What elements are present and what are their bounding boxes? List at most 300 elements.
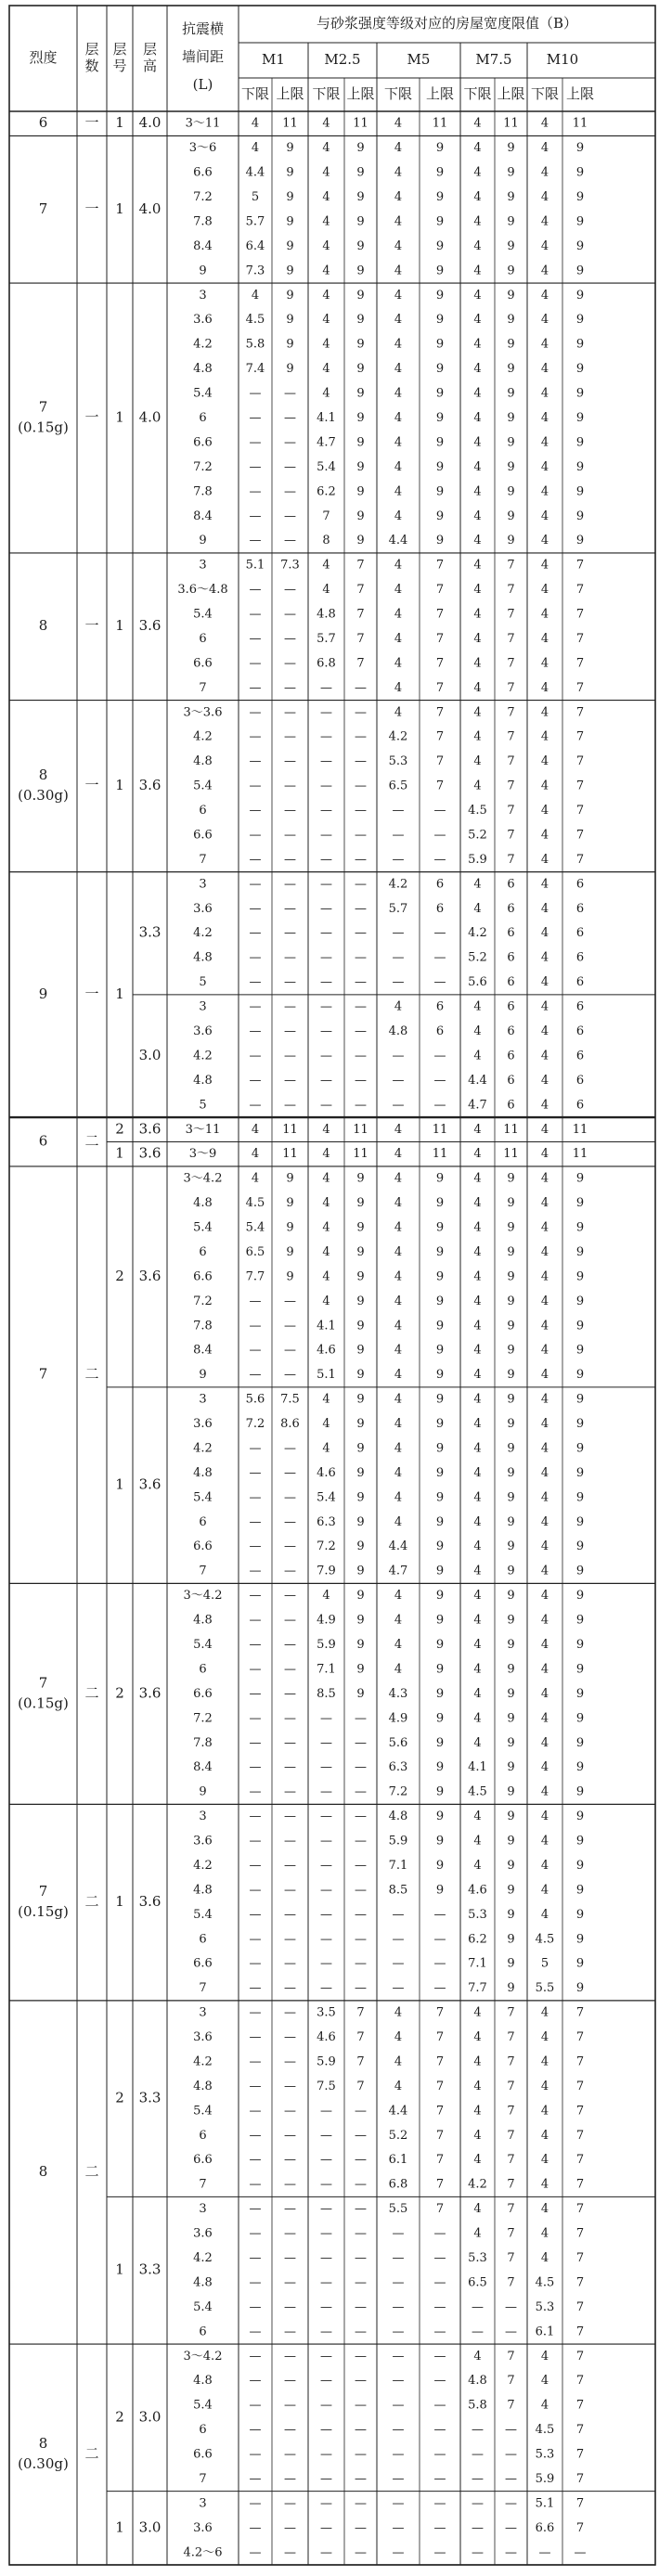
lower-limit-value: 4	[540, 2153, 549, 2168]
upper-limit-value: —	[355, 828, 367, 843]
lower-limit-value: 4	[540, 1417, 549, 1432]
lower-limit-value: 4	[473, 214, 482, 229]
lower-limit-value: —	[392, 2251, 405, 2265]
upper-limit-value: 9	[356, 1613, 365, 1628]
lower-limit-value: —	[320, 2325, 332, 2339]
upper-limit-value: 9	[356, 1686, 365, 1701]
spacing-value: 3.6	[193, 2226, 213, 2241]
lower-limit-value: 4	[540, 264, 549, 278]
upper-limit-value: 7	[575, 2471, 585, 2486]
grade-header: M5	[407, 51, 431, 68]
lower-limit-value: —	[320, 1024, 332, 1038]
floor-count: 二	[84, 1132, 99, 1150]
lower-limit-value: 4	[540, 1662, 549, 1677]
upper-limit-value: 9	[575, 313, 585, 328]
upper-limit-value: 7	[435, 631, 445, 646]
spacing-value: 3	[199, 558, 207, 573]
spacing-value: 5.4	[193, 1220, 213, 1235]
floor-count: 二	[84, 2162, 99, 2180]
upper-limit-value: 9	[575, 1441, 585, 1456]
floor-height: 3.3	[138, 923, 162, 941]
upper-limit-value: 9	[507, 1368, 515, 1383]
lower-limit-value: 4	[322, 116, 330, 131]
upper-limit-value: —	[284, 1932, 296, 1947]
upper-limit-value: 9	[507, 1981, 515, 1996]
upper-limit-value: 7	[575, 729, 585, 744]
upper-limit-value: 7	[507, 828, 515, 843]
upper-limit-value: —	[284, 779, 296, 793]
lower-limit-value: —	[249, 999, 262, 1014]
floor-number: 2	[115, 1267, 124, 1284]
lower-limit-value: —	[320, 779, 332, 793]
upper-limit-value: 7	[575, 631, 585, 646]
upper-limit-value: 9	[356, 1465, 365, 1480]
lower-limit-value: 5	[251, 190, 260, 205]
spacing-value: 7.8	[193, 1735, 213, 1750]
upper-limit-value: —	[355, 2349, 367, 2363]
upper-limit-value: 9	[575, 1834, 585, 1848]
upper-limit-value: 9	[435, 1171, 445, 1186]
upper-limit-value: 6	[575, 1024, 585, 1038]
upper-limit-value: 9	[356, 1490, 365, 1505]
lower-limit-value: 5.9	[468, 852, 487, 867]
grade-header: M2.5	[324, 51, 361, 68]
spacing-value: 8.4	[193, 1760, 213, 1775]
lower-limit-value: —	[249, 1858, 262, 1873]
floor-count: 一	[84, 114, 99, 132]
lower-limit-value: —	[320, 1956, 332, 1971]
upper-limit-value: —	[284, 2054, 296, 2069]
lower-limit-value: 7.7	[468, 1981, 487, 1996]
floor-number: 2	[115, 1120, 124, 1138]
lower-limit-value: 7.2	[245, 1417, 265, 1432]
lower-limit-value: —	[320, 852, 332, 867]
lower-limit-value: —	[392, 804, 405, 818]
lower-limit-value: 4	[322, 337, 330, 352]
upper-limit-value: 9	[435, 1883, 445, 1898]
upper-limit-value: 9	[575, 337, 585, 352]
upper-limit-value: 9	[575, 484, 585, 499]
upper-limit-value: —	[284, 1784, 296, 1799]
upper-limit-value: 9	[435, 1613, 445, 1628]
lower-limit-value: 4	[540, 583, 549, 598]
upper-limit-value: 9	[507, 1244, 515, 1259]
upper-limit-value: —	[284, 2423, 296, 2438]
upper-limit-value: 9	[286, 190, 294, 205]
lower-limit-value: —	[249, 1319, 262, 1333]
lower-limit-value: —	[249, 779, 262, 793]
upper-limit-value: 6	[507, 901, 515, 916]
upper-limit-value: 9	[575, 190, 585, 205]
lower-limit-value: —	[392, 2325, 405, 2339]
lower-limit-value: 7.5	[317, 2079, 336, 2093]
upper-limit-value: —	[433, 2226, 446, 2241]
spacing-value: 7	[199, 680, 207, 695]
lower-limit-value: —	[249, 1760, 262, 1775]
lower-limit-value: —	[320, 2226, 332, 2241]
floor-count: 一	[84, 200, 99, 217]
upper-limit-value: 7	[575, 2202, 585, 2217]
upper-limit-value: —	[433, 1932, 446, 1947]
lower-limit-value: 4	[322, 1196, 330, 1211]
upper-limit-value: 9	[356, 1589, 365, 1604]
spacing-value: 3.6	[193, 2030, 213, 2045]
upper-limit-value: —	[284, 2005, 296, 2020]
upper-limit-value: 7	[507, 656, 515, 671]
upper-limit-value: —	[433, 1956, 446, 1971]
upper-limit-value: 7	[507, 804, 515, 818]
upper-limit-value: —	[355, 1883, 367, 1898]
upper-limit-value: 9	[435, 1269, 445, 1284]
upper-limit-value: 9	[507, 484, 515, 499]
upper-limit-value: —	[433, 2423, 446, 2438]
upper-limit-value: 9	[507, 1319, 515, 1333]
upper-limit-value: —	[505, 2471, 517, 2486]
lower-limit-value: —	[249, 607, 262, 622]
floor-number: 1	[115, 1475, 124, 1493]
upper-limit-value: 7	[575, 2177, 585, 2192]
lower-limit-value: 4	[322, 1269, 330, 1284]
lower-limit-value: 4	[540, 190, 549, 205]
upper-limit-value: 9	[356, 484, 365, 499]
upper-limit-value: 9	[575, 1343, 585, 1358]
spacing-value: 7.8	[193, 1319, 213, 1333]
floor-height: 3.3	[138, 2260, 162, 2278]
upper-limit-value: —	[433, 828, 446, 843]
spacing-value: 6	[199, 2423, 207, 2438]
upper-limit-value: —	[284, 2471, 296, 2486]
upper-limit-value: 9	[286, 214, 294, 229]
upper-limit-value: —	[433, 2299, 446, 2314]
lower-limit-value: 4	[473, 238, 482, 253]
upper-limit-value: 9	[507, 1907, 515, 1922]
spacing-value: 6.6	[193, 1956, 213, 1971]
lower-limit-value: —	[472, 2299, 484, 2314]
upper-limit-value: 11	[353, 1147, 368, 1162]
lower-limit-value: —	[249, 2104, 262, 2119]
lower-limit-value: 5.8	[245, 337, 265, 352]
lower-limit-value: 5.5	[535, 1981, 555, 1996]
upper-limit-value: 9	[356, 1343, 365, 1358]
upper-limit-value: 7	[356, 631, 365, 646]
spacing-value: 3	[199, 288, 207, 303]
upper-limit-value: 7	[435, 779, 445, 793]
upper-limit-value: —	[355, 901, 367, 916]
lower-limit-value: 4.4	[388, 1539, 408, 1554]
lower-limit-value: 4	[540, 2349, 549, 2363]
lower-limit-value: 4	[251, 1171, 260, 1186]
upper-limit-value: —	[433, 1073, 446, 1088]
upper-limit-value: 9	[507, 1883, 515, 1898]
lower-limit-value: —	[249, 2423, 262, 2438]
lower-limit-value: —	[320, 975, 332, 990]
lower-limit-value: —	[249, 2447, 262, 2462]
lower-limit-value: —	[320, 2128, 332, 2143]
lower-limit-value: 4	[473, 558, 482, 573]
upper-limit-value: 9	[356, 1220, 365, 1235]
upper-limit-value: 7.5	[280, 1392, 300, 1407]
lower-limit-value: —	[320, 1784, 332, 1799]
upper-limit-value: —	[284, 1441, 296, 1456]
lower-limit-value: 4	[322, 313, 330, 328]
lower-limit-value: 4	[540, 1122, 549, 1137]
lower-limit-value: 4	[473, 435, 482, 450]
upper-limit-value: 9	[575, 1368, 585, 1383]
lower-limit-value: —	[472, 2423, 484, 2438]
lower-limit-value: 4	[394, 1441, 403, 1456]
upper-limit-value: 9	[435, 1810, 445, 1824]
lower-limit-value: —	[392, 2398, 405, 2413]
upper-limit-value: 7	[575, 804, 585, 818]
lower-limit-value: —	[320, 2104, 332, 2119]
lower-limit-value: 4	[322, 1122, 330, 1137]
upper-limit-value: —	[284, 1858, 296, 1873]
lower-limit-value: —	[249, 705, 262, 720]
table-frame	[9, 6, 655, 2565]
upper-limit-value: 9	[286, 288, 294, 303]
upper-limit-value: —	[355, 779, 367, 793]
upper-limit-value: 11	[353, 116, 368, 131]
upper-limit-value: —	[433, 2447, 446, 2462]
upper-limit-value: —	[284, 2128, 296, 2143]
spacing-value: 4.8	[193, 362, 213, 377]
lower-limit-value: 4	[473, 1465, 482, 1480]
lower-limit-value: 4	[473, 1392, 482, 1407]
lower-limit-value: —	[249, 804, 262, 818]
lower-limit-value: —	[392, 852, 405, 867]
spacing-value: 8.4	[193, 1343, 213, 1358]
lower-limit-value: 4	[473, 2349, 482, 2363]
lower-limit-value: 4.6	[317, 2030, 336, 2045]
lower-limit-value: —	[320, 1883, 332, 1898]
floor-height: 3.3	[138, 2089, 162, 2106]
lower-limit-value: 4	[473, 141, 482, 156]
upper-limit-value: 9	[507, 1490, 515, 1505]
lower-limit-value: 4	[540, 534, 549, 548]
upper-limit-value: 9	[507, 1465, 515, 1480]
upper-limit-value: —	[433, 2545, 446, 2560]
upper-limit-value: 6	[507, 999, 515, 1014]
lower-limit-value: —	[392, 2226, 405, 2241]
upper-limit-value: 9	[435, 288, 445, 303]
lower-limit-value: —	[249, 2153, 262, 2168]
upper-limit-value: 11	[503, 116, 519, 131]
lower-limit-value: 4	[394, 1465, 403, 1480]
lower-limit-value: 4	[473, 1220, 482, 1235]
upper-limit-value: —	[355, 877, 367, 892]
upper-limit-value: 7	[507, 2226, 515, 2241]
lower-limit-value: 4	[540, 631, 549, 646]
upper-limit-value: 9	[356, 1564, 365, 1578]
upper-limit-value: 9	[286, 1220, 294, 1235]
lower-limit-value: 7.7	[245, 1269, 265, 1284]
upper-limit-value: 9	[356, 1441, 365, 1456]
lower-limit-value: —	[320, 1932, 332, 1947]
lower-limit-value: 4	[540, 1613, 549, 1628]
upper-limit-value: 11	[572, 1122, 588, 1137]
upper-limit-value: —	[284, 2079, 296, 2093]
upper-limit-value: 7	[435, 656, 445, 671]
lower-limit-value: —	[320, 1735, 332, 1750]
spacing-value: 3～4.2	[183, 2349, 223, 2363]
spacing-value: 3～4.2	[183, 1171, 223, 1186]
spacing-value: 9	[199, 1784, 207, 1799]
lower-limit-value: —	[472, 2447, 484, 2462]
lower-limit-value: 5.2	[468, 950, 487, 965]
floor-count: 一	[84, 777, 99, 794]
lower-limit-value: 4	[322, 1441, 330, 1456]
lower-limit-value: 4.1	[317, 1319, 336, 1333]
upper-limit-value: —	[355, 926, 367, 941]
upper-limit-value: —	[284, 975, 296, 990]
lower-limit-value: —	[392, 1098, 405, 1113]
lower-limit-value: 4	[540, 1735, 549, 1750]
lower-limit-value: 6.5	[388, 779, 408, 793]
upper-limit-value: —	[284, 1343, 296, 1358]
lower-limit-value: 4	[473, 583, 482, 598]
lower-limit-value: 5.4	[317, 1490, 336, 1505]
lower-limit-value: 6.8	[388, 2177, 408, 2192]
upper-limit-value: 9	[286, 1171, 294, 1186]
spacing-value: 4.2～6	[183, 2545, 223, 2560]
lower-limit-value: 4	[394, 1638, 403, 1652]
upper-limit-value: 9	[575, 1613, 585, 1628]
upper-limit-value: 9	[507, 1760, 515, 1775]
lower-limit-value: 4	[473, 1834, 482, 1848]
upper-limit-value: —	[284, 1686, 296, 1701]
upper-limit-value: 9	[356, 1514, 365, 1529]
lower-limit-value: 5.6	[468, 975, 487, 990]
spacing-value: 3	[199, 2005, 207, 2020]
lower-limit-value: 4	[473, 1514, 482, 1529]
upper-limit-value: 9	[507, 1294, 515, 1308]
spacing-value: 6	[199, 1244, 207, 1259]
lower-limit-value: 4	[473, 386, 482, 401]
lower-limit-value: —	[320, 950, 332, 965]
upper-limit-value: —	[284, 1907, 296, 1922]
floor-number: 1	[115, 1144, 124, 1162]
lower-limit-value: —	[249, 1810, 262, 1824]
lower-limit-value: —	[320, 1834, 332, 1848]
upper-limit-value: 9	[575, 1858, 585, 1873]
upper-limit-value: —	[355, 729, 367, 744]
upper-limit-value: 9	[507, 1932, 515, 1947]
lower-limit-value: 4.8	[388, 1024, 408, 1038]
upper-limit-value: 9	[435, 509, 445, 523]
upper-limit-value: —	[355, 1024, 367, 1038]
lower-limit-value: —	[249, 1883, 262, 1898]
lower-limit-value: 4	[322, 1417, 330, 1432]
lower-limit-value: 4	[473, 1810, 482, 1824]
upper-limit-value: —	[284, 534, 296, 548]
lower-limit-value: 4	[322, 214, 330, 229]
lower-limit-value: 4.6	[317, 1465, 336, 1480]
lower-limit-value: 4	[540, 1049, 549, 1063]
lower-limit-value: 4	[394, 2005, 403, 2020]
lower-limit-value: —	[249, 2520, 262, 2535]
upper-limit-value: 6	[575, 877, 585, 892]
upper-limit-value: —	[355, 705, 367, 720]
spacing-value: 5.4	[193, 2104, 213, 2119]
upper-limit-value: 11	[353, 1122, 368, 1137]
upper-limit-value: 7	[507, 2275, 515, 2290]
lower-limit-value: —	[392, 950, 405, 965]
upper-limit-value: 9	[575, 1417, 585, 1432]
upper-limit-value: —	[355, 2325, 367, 2339]
lower-limit-value: 4	[540, 2374, 549, 2389]
upper-limit-value: —	[284, 607, 296, 622]
spacing-value: 3	[199, 1810, 207, 1824]
lower-limit-value: —	[392, 926, 405, 941]
lower-limit-value: 4	[473, 2202, 482, 2217]
lower-limit-value: 4	[394, 1147, 403, 1162]
spacing-value: 4.2	[193, 1049, 213, 1063]
lower-limit-value: 4	[473, 680, 482, 695]
lower-limit-value: 4	[473, 1122, 482, 1137]
upper-limit-value: —	[284, 2545, 296, 2560]
upper-limit-value: 7	[435, 705, 445, 720]
floor-height: 4.0	[138, 200, 162, 217]
upper-limit-value: 9	[507, 1810, 515, 1824]
lower-limit-value: —	[249, 583, 262, 598]
lower-limit-value: —	[320, 828, 332, 843]
spacing-value: 3	[199, 2202, 207, 2217]
lower-limit-value: 5.2	[468, 828, 487, 843]
lower-limit-value: 4	[540, 950, 549, 965]
lower-limit-value: —	[320, 2496, 332, 2511]
lower-limit-value: 5.9	[317, 2054, 336, 2069]
lower-limit-value: 4	[394, 141, 403, 156]
lower-limit-value: 4.6	[468, 1883, 487, 1898]
spacing-value: 4.2	[193, 926, 213, 941]
lower-limit-value: 6.6	[535, 2520, 555, 2535]
lower-limit-value: 4	[394, 190, 403, 205]
lower-limit-value: —	[538, 2545, 551, 2560]
lower-limit-value: —	[249, 1294, 262, 1308]
upper-limit-value: 7	[356, 607, 365, 622]
lower-limit-value: 4	[473, 1686, 482, 1701]
lower-limit-value: —	[249, 1368, 262, 1383]
lower-limit-value: —	[249, 484, 262, 499]
upper-limit-value: 9	[435, 141, 445, 156]
lower-limit-value: 4	[394, 1122, 403, 1137]
lower-limit-value: —	[249, 1662, 262, 1677]
lower-limit-value: 4	[540, 1711, 549, 1726]
lower-limit-value: 5.7	[388, 901, 408, 916]
lower-limit-value: —	[320, 1711, 332, 1726]
lower-limit-value: 4.2	[468, 2177, 487, 2192]
lower-limit-value: —	[320, 705, 332, 720]
lower-limit-value: —	[249, 2374, 262, 2389]
lower-limit-value: —	[249, 1514, 262, 1529]
floor-number: 2	[115, 2089, 124, 2106]
upper-limit-value: —	[355, 2153, 367, 2168]
lower-limit-value: —	[249, 926, 262, 941]
upper-limit-value: 9	[435, 1294, 445, 1308]
upper-limit-value: 9	[435, 1343, 445, 1358]
upper-limit-value: 9	[575, 1981, 585, 1996]
upper-limit-value: 9	[575, 1956, 585, 1971]
upper-limit-value: —	[284, 2325, 296, 2339]
lower-limit-value: —	[320, 999, 332, 1014]
spacing-value: 6.6	[193, 165, 213, 180]
lower-limit-value: 4	[540, 1638, 549, 1652]
upper-limit-value: 9	[507, 1834, 515, 1848]
upper-limit-value: 9	[435, 1686, 445, 1701]
upper-limit-value: —	[355, 1098, 367, 1113]
upper-limit-value: 9	[435, 264, 445, 278]
lower-limit-value: 4	[473, 2104, 482, 2119]
